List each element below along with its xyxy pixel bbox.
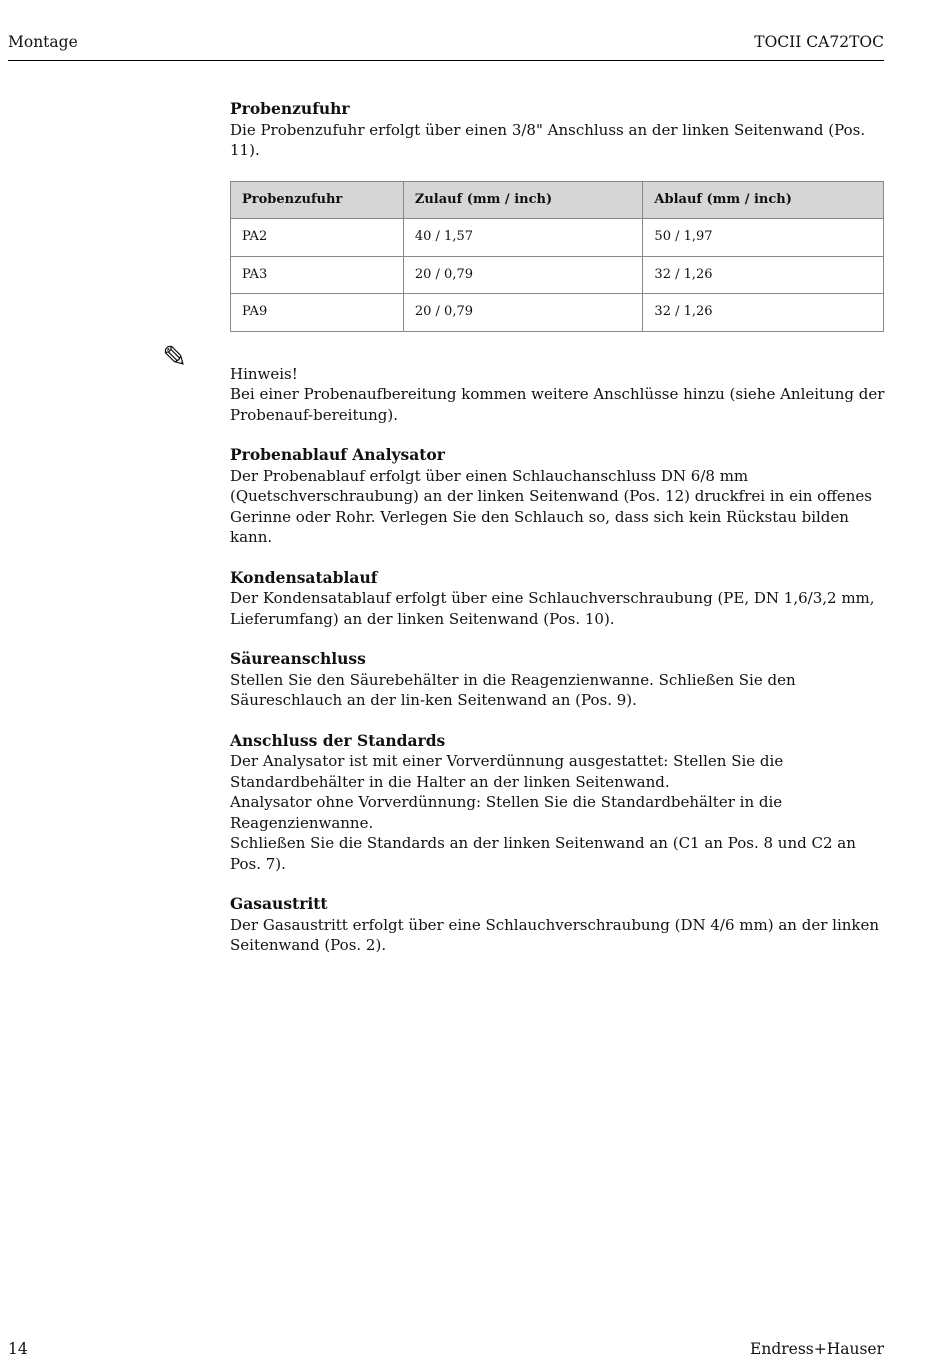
table-cell: 50 / 1,97 xyxy=(643,219,884,257)
section-title: Kondensatablauf xyxy=(230,567,378,587)
section-text: Stellen Sie den Säurebehälter in die Reagenzienwanne. Schließen Sie den Säureschlauch an der lin-ken Seitenwand an (Pos. 9). xyxy=(230,670,796,709)
section-text: Schließen Sie die Standards an der linken Seitenwand an (C1 an Pos. 8 und C2 an Pos. 7). xyxy=(230,834,856,873)
table-cell: 32 / 1,26 xyxy=(643,256,884,294)
section-standards xyxy=(230,731,885,875)
main-content xyxy=(230,99,885,976)
section-title: Probenzufuhr xyxy=(230,99,350,118)
note-label: Hinweis! xyxy=(230,364,298,383)
header-section: Montage xyxy=(8,33,78,51)
table-row xyxy=(231,294,884,332)
connection-table xyxy=(230,181,884,332)
section-gasaustritt xyxy=(230,894,885,956)
section-kondensatablauf xyxy=(230,568,885,630)
page-number: 14 xyxy=(8,1340,28,1358)
table-cell: 20 / 0,79 xyxy=(403,256,643,294)
table-cell: PA9 xyxy=(231,294,404,332)
section-text: Der Probenablauf erfolgt über einen Schlauchanschluss DN 6/8 mm (Quetschverschraubung) an der linken Seitenwand (Pos. 12) druckfrei in ein offenes Gerinne oder Rohr. Verlegen Sie den Schlauch so, dass sich kein Rückstau bilden kann. xyxy=(230,466,872,546)
footer-brand: Endress+Hauser xyxy=(750,1340,884,1358)
note-text: Bei einer Probenaufbereitung kommen weitere Anschlüsse hinzu (siehe Anleitung der Probenauf-bereitung). xyxy=(230,385,885,424)
table-row xyxy=(231,219,884,257)
section-text: Der Kondensatablauf erfolgt über eine Schlauchverschraubung (PE, DN 1,6/3,2 mm, Lieferumfang) an der linken Seitenwand (Pos. 10). xyxy=(230,589,875,628)
section-probenablauf xyxy=(230,445,885,548)
table-cell: PA2 xyxy=(231,219,404,257)
table-cell: 20 / 0,79 xyxy=(403,294,643,332)
section-text: Der Analysator ist mit einer Vorverdünnung ausgestattet: Stellen Sie die Standardbehälter in die Halter an der linken Seitenwand. xyxy=(230,752,784,791)
table-row xyxy=(231,256,884,294)
section-title: Anschluss der Standards xyxy=(230,730,446,750)
section-title: Gasaustritt xyxy=(230,894,328,913)
section-title: Säureanschluss xyxy=(230,649,366,668)
table-cell: 40 / 1,57 xyxy=(403,219,643,257)
page-header xyxy=(8,33,884,61)
section-saeureanschluss xyxy=(230,649,885,711)
note-block xyxy=(230,364,885,426)
section-text: Der Gasaustritt erfolgt über eine Schlauchverschraubung (DN 4/6 mm) an der linken Seitenwand (Pos. 2). xyxy=(230,915,880,954)
section-title: Probenablauf Analysator xyxy=(230,445,445,464)
table-header-cell: Zulauf (mm / inch) xyxy=(403,181,643,219)
header-product: TOCII CA72TOC xyxy=(754,33,884,51)
table-header-cell: Probenzufuhr xyxy=(231,181,404,219)
table-cell: 32 / 1,26 xyxy=(643,294,884,332)
table-cell: PA3 xyxy=(231,256,404,294)
pencil-icon: ✎ xyxy=(162,340,188,375)
section-text: Die Probenzufuhr erfolgt über einen 3/8" Anschluss an der linken Seitenwand (Pos. 11). xyxy=(230,120,866,159)
section-text: Analysator ohne Vorverdünnung: Stellen Sie die Standardbehälter in die Reagenzienwanne. xyxy=(230,793,783,832)
table-header-row xyxy=(231,181,884,219)
table-header-cell: Ablauf (mm / inch) xyxy=(643,181,884,219)
section-probenzufuhr xyxy=(230,99,885,161)
